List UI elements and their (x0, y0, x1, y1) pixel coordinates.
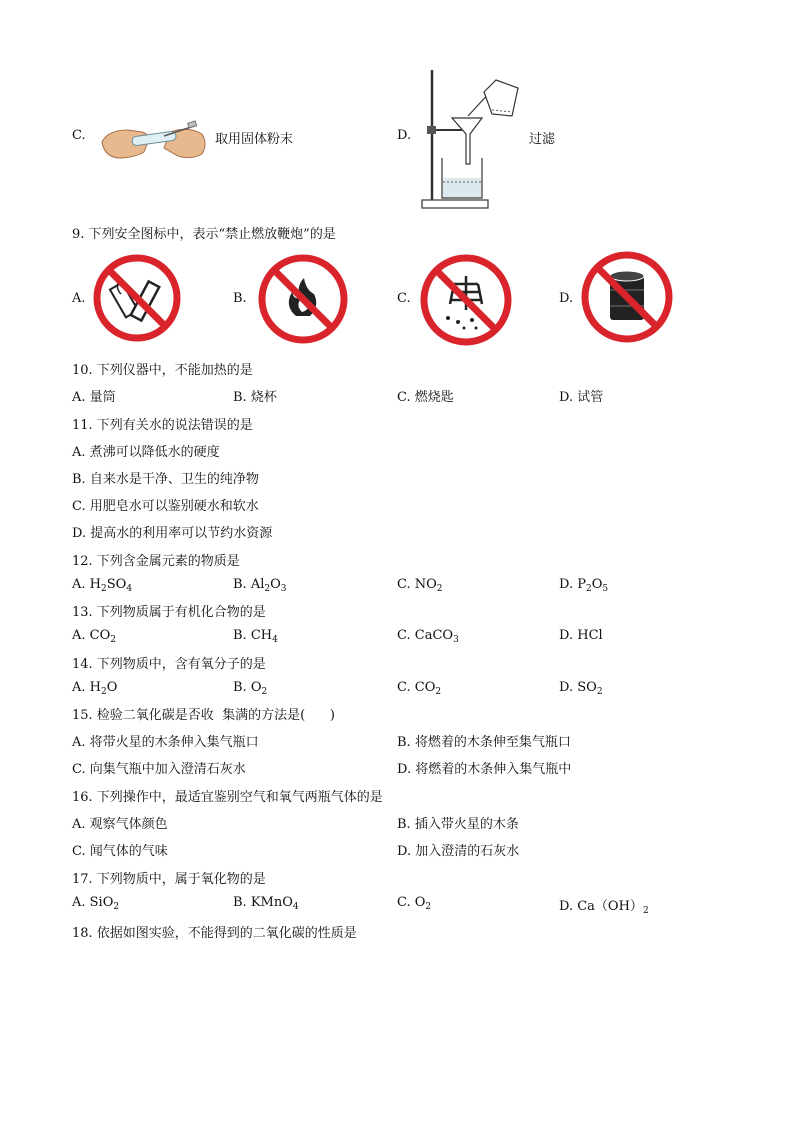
q17-option-c: C. $O_2$ (397, 895, 432, 912)
q14-option-b: B. $O_2$ (233, 680, 268, 697)
q16-option-b: B. 插入带火星的木条 (397, 817, 519, 832)
q15-option-a: A. 将带火星的木条伸入集气瓶口 (72, 735, 259, 750)
q13-option-c: C. CaCO$_3$ (397, 628, 459, 645)
q15-option-c: C. 向集气瓶中加入澄清石灰水 (72, 762, 246, 777)
q9-option-d-letter: D. (559, 291, 574, 306)
q11-option-a: A. 煮沸可以降低水的硬度 (72, 445, 220, 460)
q11-option-d: D. 提高水的利用率可以节约水资源 (72, 526, 273, 541)
no-oil-drum-sign-icon (580, 250, 674, 344)
q8-option-c-text: 取用固体粉末 (215, 132, 294, 147)
q17-stem: 17. 下列物质中，属于氧化物的是 (72, 872, 266, 887)
q16-option-a: A. 观察气体颜色 (72, 817, 168, 832)
q18-stem: 18. 依据如图实验，不能得到的二氧化碳的性质是 (72, 926, 357, 941)
q10-option-a: A. 量筒 (72, 390, 116, 405)
no-smoking-sign-icon (93, 254, 181, 342)
hands-test-tube-powder-icon (98, 112, 210, 164)
q16-stem: 16. 下列操作中，最适宜鉴别空气和氧气两瓶气体的是 (72, 790, 383, 805)
q16-option-d: D. 加入澄清的石灰水 (397, 844, 520, 859)
q9-option-b-letter: B. (233, 291, 247, 306)
q17-option-a: A. SiO$_2$ (72, 895, 120, 912)
q14-option-c: C. $CO_2$ (397, 680, 442, 697)
q9-option-c-letter: C. (397, 291, 411, 306)
q17-option-d: D. $Ca(OH)_2$ (559, 899, 649, 916)
q8-option-d-letter: D. (397, 128, 412, 143)
filtration-apparatus-icon (418, 66, 528, 212)
q11-stem: 11. 下列有关水的说法错误的是 (72, 418, 253, 433)
q10-option-c: C. 燃烧匙 (397, 390, 454, 405)
q17-option-b: B. KMnO$_4$ (233, 895, 299, 912)
q12-option-c: C. $NO_2$ (397, 577, 443, 594)
q15-option-d: D. 将燃着的木条伸入集气瓶中 (397, 762, 572, 777)
q12-option-a: A. $H_2SO_4$ (72, 577, 133, 594)
q14-option-a: A. $H_2O$ (72, 680, 118, 697)
q13-option-b: B. $CH_4$ (233, 628, 278, 645)
q10-option-d: D. 试管 (559, 390, 604, 405)
q14-option-d: D. $SO_2$ (559, 680, 603, 697)
q13-option-d: D. HCl (559, 628, 603, 643)
q8-option-c-letter: C. (72, 128, 86, 143)
q16-option-c: C. 闻气体的气味 (72, 844, 168, 859)
q10-option-b: B. 烧杯 (233, 390, 277, 405)
q11-option-c: C. 用肥皂水可以鉴别硬水和软水 (72, 499, 259, 514)
q13-option-a: A. $CO_2$ (72, 628, 116, 645)
q10-stem: 10. 下列仪器中，不能加热的是 (72, 363, 253, 378)
q8-option-d-text: 过滤 (529, 132, 556, 147)
q12-stem: 12. 下列含金属元素的物质是 (72, 554, 240, 569)
q13-stem: 13. 下列物质属于有机化合物的是 (72, 605, 266, 620)
q11-option-b: B. 自来水是干净、卫生的纯净物 (72, 472, 259, 487)
q12-option-d: D. $P_2O_5$ (559, 577, 609, 594)
no-open-flame-sign-icon (258, 254, 348, 344)
q14-stem: 14. 下列物质中，含有氧分子的是 (72, 657, 266, 672)
no-firecrackers-sign-icon (420, 254, 512, 346)
q12-option-b: B. $Al_2O_3$ (233, 577, 287, 594)
q15-option-b: B. 将燃着的木条伸至集气瓶口 (397, 735, 571, 750)
q9-stem: 9. 下列安全图标中，表示“禁止燃放鞭炮”的是 (72, 227, 336, 242)
q15-stem: 15. 检验二氧化碳是否收 集满的方法是( ) (72, 708, 336, 723)
q9-option-a-letter: A. (72, 291, 86, 306)
